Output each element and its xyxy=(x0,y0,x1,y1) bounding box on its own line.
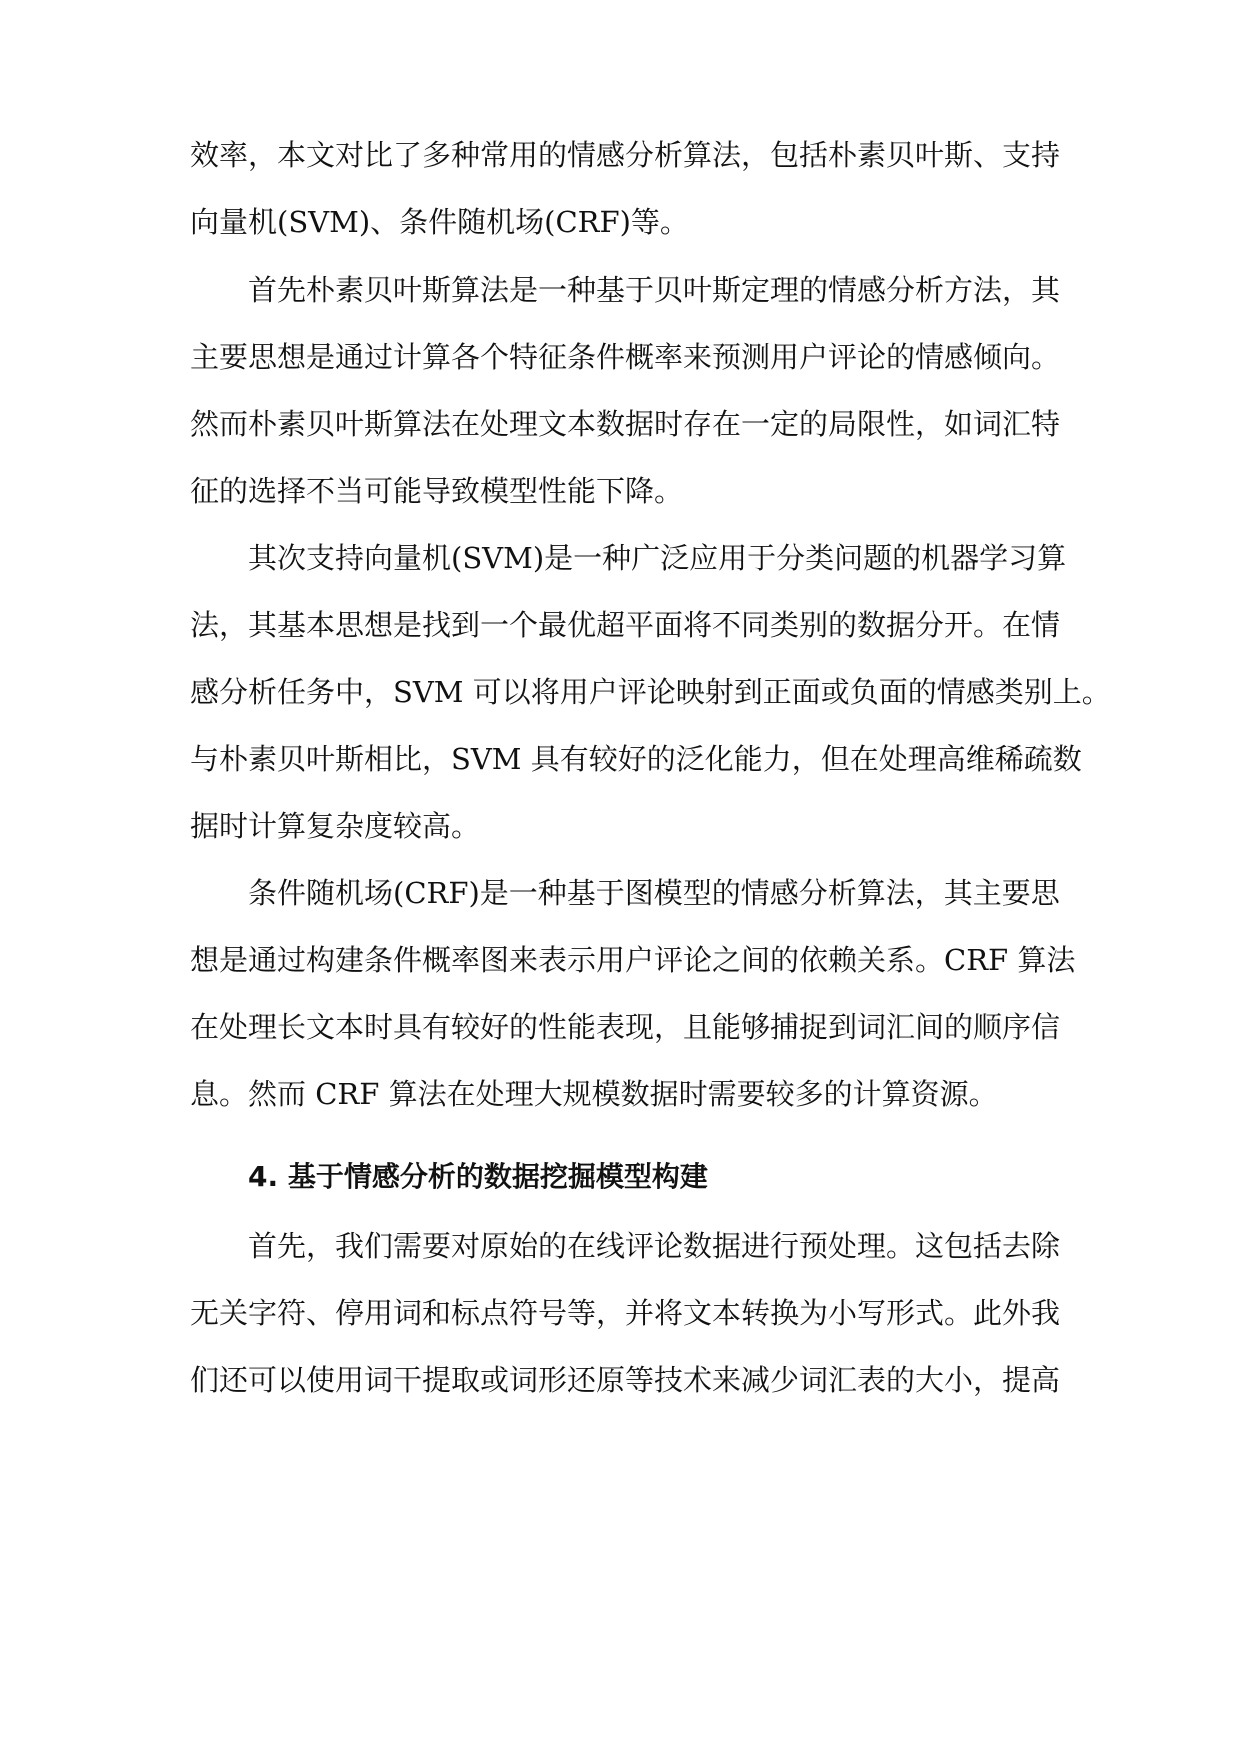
paragraph-line: 效率，本文对比了多种常用的情感分析算法，包括朴素贝叶斯、支持 xyxy=(190,138,1061,172)
paragraph-line: 感分析任务中，SVM 可以将用户评论映射到正面或负面的情感类别上。 xyxy=(190,675,1111,709)
paragraph-line: 条件随机场(CRF)是一种基于图模型的情感分析算法，其主要思 xyxy=(248,876,1060,910)
paragraph-line: 想是通过构建条件概率图来表示用户评论之间的依赖关系。CRF 算法 xyxy=(190,943,1076,977)
paragraph-line: 据时计算复杂度较高。 xyxy=(190,809,481,843)
paragraph-line: 向量机(SVM)、条件随机场(CRF)等。 xyxy=(190,205,689,239)
paragraph-line: 在处理长文本时具有较好的性能表现，且能够捕捉到词汇间的顺序信 xyxy=(190,1010,1061,1044)
paragraph-line: 法，其基本思想是找到一个最优超平面将不同类别的数据分开。在情 xyxy=(190,608,1061,642)
paragraph-line: 们还可以使用词干提取或词形还原等技术来减少词汇表的大小，提高 xyxy=(190,1363,1061,1397)
paragraph-line: 征的选择不当可能导致模型性能下降。 xyxy=(190,474,684,508)
paragraph-line: 主要思想是通过计算各个特征条件概率来预测用户评论的情感倾向。 xyxy=(190,340,1061,374)
paragraph-line: 首先朴素贝叶斯算法是一种基于贝叶斯定理的情感分析方法，其 xyxy=(248,273,1061,307)
paragraph-line: 与朴素贝叶斯相比，SVM 具有较好的泛化能力，但在处理高维稀疏数 xyxy=(190,742,1082,776)
paragraph-line: 然而朴素贝叶斯算法在处理文本数据时存在一定的局限性，如词汇特 xyxy=(190,407,1061,441)
paragraph-line: 息。然而 CRF 算法在处理大规模数据时需要较多的计算资源。 xyxy=(190,1077,998,1111)
section-heading: 4. 基于情感分析的数据挖掘模型构建 xyxy=(248,1160,708,1193)
paragraph-line: 无关字符、停用词和标点符号等，并将文本转换为小写形式。此外我 xyxy=(190,1296,1061,1330)
paragraph-line: 首先，我们需要对原始的在线评论数据进行预处理。这包括去除 xyxy=(248,1229,1061,1263)
paragraph-line: 其次支持向量机(SVM)是一种广泛应用于分类问题的机器学习算 xyxy=(248,541,1067,575)
